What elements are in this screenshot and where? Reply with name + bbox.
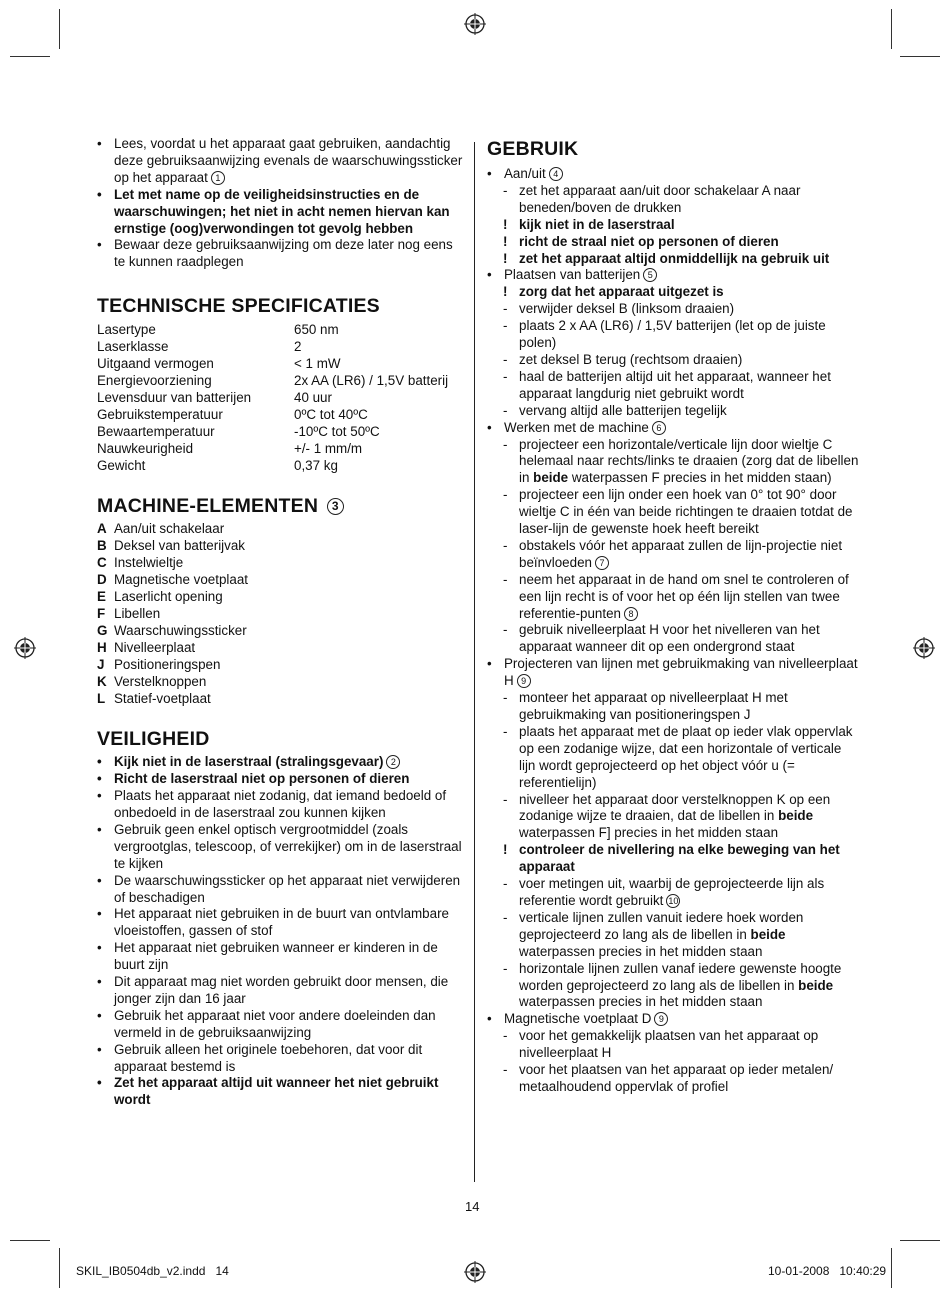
figure-ref: 4: [549, 167, 563, 181]
element-row: A Aan/uit schakelaar: [97, 521, 225, 537]
list-item: • Het apparaat niet gebruiken in de buurt van ontvlambare vloeistoffen, gassen of stof: [97, 906, 467, 940]
figure-ref: 8: [624, 607, 638, 621]
spec-row: Gewicht 0,37 kg: [97, 458, 338, 474]
spec-row: Uitgaand vermogen < 1 mW: [97, 356, 341, 372]
footer-date: 10-01-2008 10:40:29: [768, 1264, 887, 1278]
page-number: 14: [465, 1199, 480, 1214]
registration-mark-icon: [464, 1261, 486, 1283]
list-item: • Het apparaat niet gebruiken wanneer er kinderen in de buurt zijn: [97, 940, 467, 974]
list-item: • Plaats het apparaat niet zodanig, dat iemand bedoeld of onbedoeld in de laserstraal zou kunnen kijken: [97, 788, 467, 822]
list-item: • Bewaar deze gebruiksaanwijzing om deze later nog eens te kunnen raadplegen: [97, 237, 467, 271]
section-heading-usage: GEBRUIK: [487, 138, 579, 160]
instruction-item: - nivelleer het apparaat door verstelknoppen K op een zodanige wijze te draaien, dat de libellen in beide waterpassen F] precies in het midden staan: [503, 791, 831, 841]
instruction-item: - zet deksel B terug (rechtsom draaien): [503, 351, 743, 367]
usage-section-heading: • Plaatsen van batterijen 5: [487, 267, 859, 284]
figure-ref: 1: [211, 171, 225, 185]
list-item: • Kijk niet in de laserstraal (stralingsgevaar) 2: [97, 754, 467, 771]
element-row: B Deksel van batterijvak: [97, 538, 245, 554]
element-row: G Waarschuwingssticker: [97, 623, 247, 639]
warning-item: ! richt de straal niet op personen of dieren: [503, 233, 779, 249]
intro-list: [97, 136, 467, 271]
list-item: • Gebruik het apparaat niet voor andere doeleinden dan vermeld in de gebruiksaanwijzing: [97, 1008, 467, 1042]
section-heading-machine: MACHINE-ELEMENTEN 3: [97, 495, 467, 517]
instruction-item: - verticale lijnen zullen vanuit iedere hoek worden geprojecteerd zo lang als de libellen in beide waterpassen precies in het midden staan: [503, 909, 804, 959]
element-row: H Nivelleerplaat: [97, 640, 196, 656]
figure-ref: 6: [652, 421, 666, 435]
element-row: J Positioneringspen: [97, 657, 221, 673]
crop-mark: [891, 9, 892, 49]
instruction-item: - vervang altijd alle batterijen tegelijk: [503, 402, 727, 418]
element-list: [97, 520, 467, 707]
usage-section-heading: • Werken met de machine 6: [487, 420, 859, 437]
element-row: D Magnetische voetplaat: [97, 572, 248, 588]
footer-file-info: SKIL_IB0504db_v2.indd 14: [76, 1264, 229, 1278]
instruction-item: - projecteer een horizontale/verticale lijn door wieltje C helemaal naar rechts/links te draaien (zorg dat de libellen in beide waterpassen F precies in het midden staan): [503, 436, 859, 486]
warning-item: ! kijk niet in de laserstraal: [503, 216, 675, 232]
usage-section-heading: • Aan/uit 4: [487, 166, 859, 183]
list-item: • Richt de laserstraal niet op personen of dieren: [97, 771, 467, 788]
instruction-item: - voor het plaatsen van het apparaat op ieder metalen/ metaalhoudend oppervlak of profiel: [503, 1062, 834, 1094]
section-heading-safety: VEILIGHEID: [97, 728, 210, 751]
instruction-item: - horizontale lijnen zullen vanaf iedere gewenste hoogte worden geprojecteerd zo lang als de libellen in beide waterpassen precies in het midden staan: [503, 960, 842, 1010]
column-divider: [474, 142, 475, 1182]
figure-ref: 3: [327, 498, 344, 515]
registration-mark-icon: [913, 637, 935, 659]
registration-mark-icon: [464, 13, 486, 35]
crop-mark: [59, 1248, 60, 1288]
instruction-item: - neem het apparaat in de hand om snel te controleren of een lijn recht is of voor het op één lijn stellen van twee referentie-punten 8: [503, 571, 849, 621]
list-item: • Zet het apparaat altijd uit wanneer het niet gebruikt wordt: [97, 1075, 467, 1109]
instruction-item: - voor het gemakkelijk plaatsen van het apparaat op nivelleerplaat H: [503, 1028, 819, 1061]
spec-row: Bewaartemperatuur -10ºC tot 50ºC: [97, 424, 380, 440]
spec-row: Laserklasse 2: [97, 339, 302, 355]
instruction-item: - verwijder deksel B (linksom draaien): [503, 301, 735, 317]
figure-ref: 5: [643, 268, 657, 282]
list-item: • Dit apparaat mag niet worden gebruikt door mensen, die jonger zijn dan 16 jaar: [97, 974, 467, 1008]
instruction-item: - zet het apparaat aan/uit door schakelaar A naar beneden/boven de drukken: [503, 182, 801, 215]
section-heading-tech: TECHNISCHE SPECIFICATIES: [97, 295, 380, 318]
warning-item: ! zorg dat het apparaat uitgezet is: [503, 284, 724, 300]
list-item: • Let met name op de veiligheidsinstructies en de waarschuwingen; het niet in acht nemen hiervan kan ernstige (oog)verwondingen tot gevolg hebben: [97, 187, 467, 238]
element-row: E Laserlicht opening: [97, 589, 223, 605]
safety-list: [97, 754, 467, 1109]
figure-ref: 9: [517, 674, 531, 688]
figure-ref: 10: [668, 895, 679, 906]
spec-row: Energievoorziening 2x AA (LR6) / 1,5V batterij: [97, 373, 449, 389]
right-column: [487, 138, 859, 1096]
element-row: L Statief-voetplaat: [97, 691, 211, 707]
spec-row: Lasertype 650 nm: [97, 322, 339, 338]
instruction-item: - voer metingen uit, waarbij de geprojecteerde lijn als referentie wordt gebruikt 10: [503, 876, 825, 908]
warning-item: ! controleer de nivellering na elke beweging van het apparaat: [503, 842, 840, 875]
crop-mark: [891, 1248, 892, 1288]
element-row: C Instelwieltje: [97, 555, 184, 571]
crop-mark: [900, 1240, 940, 1241]
usage-sections: [487, 166, 859, 1096]
crop-mark: [59, 9, 60, 49]
instruction-item: - plaats 2 x AA (LR6) / 1,5V batterijen (let op de juiste polen): [503, 318, 826, 351]
element-row: K Verstelknoppen: [97, 674, 207, 690]
figure-ref: 9: [654, 1012, 668, 1026]
instruction-item: - obstakels vóór het apparaat zullen de lijn-projectie niet beïnvloeden 7: [503, 537, 843, 570]
instruction-item: - monteer het apparaat op nivelleerplaat H met gebruikmaking van positioneringspen J: [503, 690, 788, 722]
list-item: • Lees, voordat u het apparaat gaat gebruiken, aandachtig deze gebruiksaanwijzing evenals de waarschuwingssticker op het apparaat 1: [97, 136, 467, 187]
figure-ref: 2: [386, 755, 400, 769]
list-item: • Gebruik alleen het originele toebehoren, dat voor dit apparaat bestemd is: [97, 1042, 467, 1076]
usage-section-heading: • Projecteren van lijnen met gebruikmaking van nivelleerplaat H 9: [487, 656, 859, 690]
spec-row: Gebruikstemperatuur 0ºC tot 40ºC: [97, 407, 368, 423]
element-row: F Libellen: [97, 606, 161, 622]
instruction-item: - projecteer een lijn onder een hoek van 0° tot 90° door wieltje C in één van beide richtingen te draaien totdat de laser-lijn de gewenste hoek heeft bereikt: [503, 487, 853, 537]
crop-mark: [10, 56, 50, 57]
spec-table: [97, 321, 467, 474]
crop-mark: [900, 56, 940, 57]
list-item: • Gebruik geen enkel optisch vergrootmiddel (zoals vergrootglas, telescoop, of verrekijker) om in de laserstraal te kijken: [97, 822, 467, 873]
instruction-item: - haal de batterijen altijd uit het apparaat, wanneer het apparaat langdurig niet gebruikt wordt: [503, 368, 831, 401]
spec-row: Levensduur van batterijen 40 uur: [97, 390, 332, 406]
registration-mark-icon: [14, 637, 36, 659]
warning-item: ! zet het apparaat altijd onmiddellijk na gebruik uit: [503, 250, 830, 266]
crop-mark: [10, 1240, 50, 1241]
usage-section-heading: • Magnetische voetplaat D 9: [487, 1011, 859, 1028]
spec-row: Nauwkeurigheid +/- 1 mm/m: [97, 441, 363, 457]
left-column: [97, 136, 467, 1109]
instruction-item: - plaats het apparaat met de plaat op ieder vlak oppervlak op een zodanige wijze, dat een horizontale of verticale lijn wordt geprojecteerd op het object vóór u (= referentielijn): [503, 723, 853, 790]
instruction-item: - gebruik nivelleerplaat H voor het nivelleren van het apparaat wanneer dit op een ondergrond staat: [503, 622, 820, 655]
list-item: • De waarschuwingssticker op het apparaat niet verwijderen of beschadigen: [97, 873, 467, 907]
figure-ref: 7: [595, 556, 609, 570]
